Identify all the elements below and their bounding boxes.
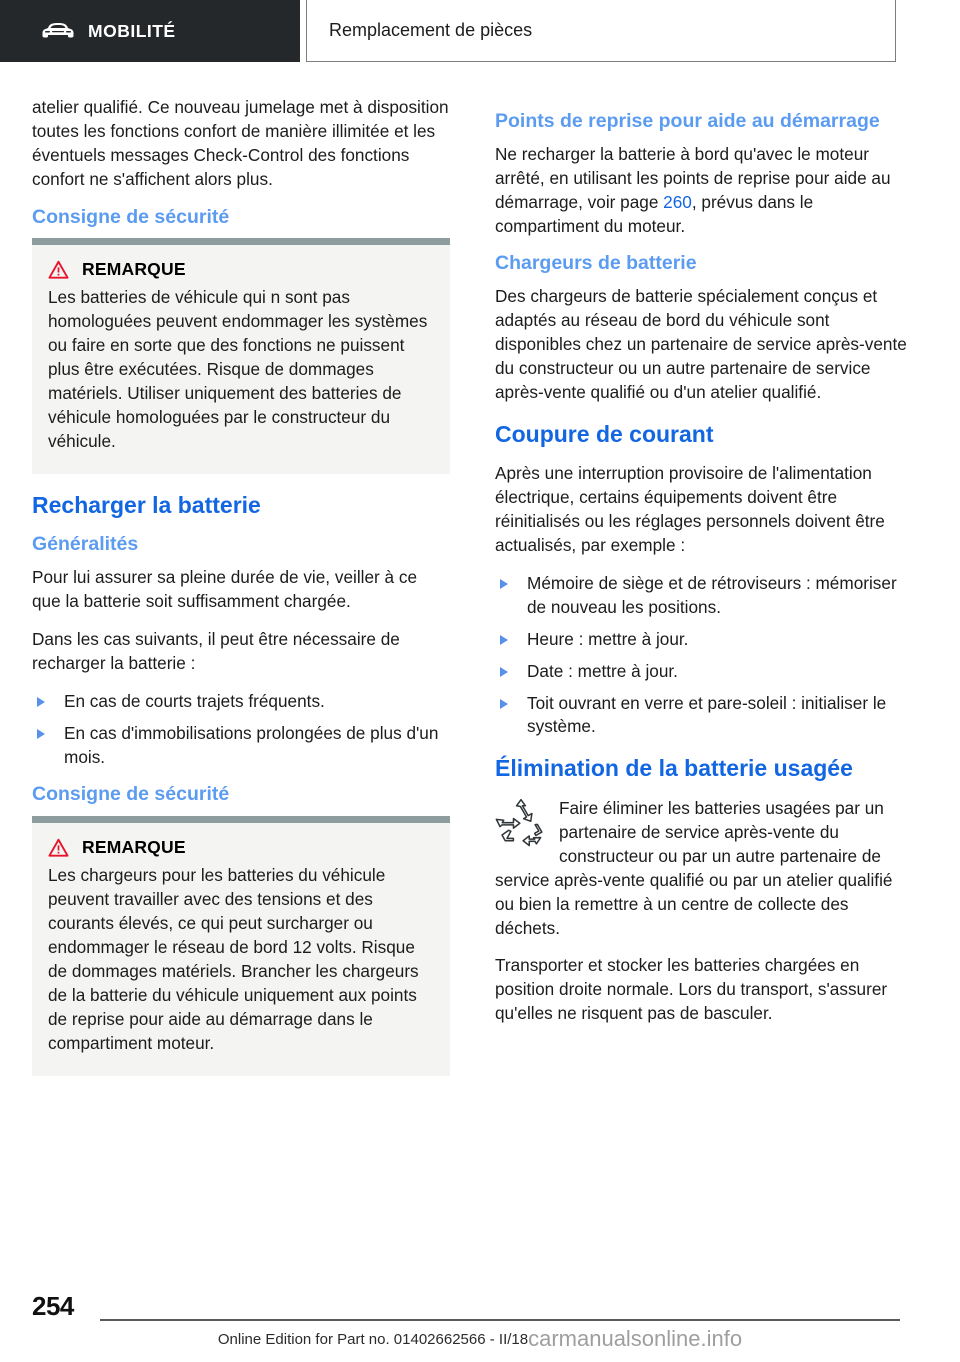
footer-divider [100, 1319, 900, 1321]
warning-triangle-icon [48, 838, 69, 857]
note-header [48, 837, 434, 858]
page-footer [0, 1270, 960, 1362]
heading-elimination-batterie-usagee: Élimination de la batterie usagée [495, 755, 853, 782]
intro-paragraph: atelier qualifié. Ce nouveau jumelage met à disposition toutes les fonctions confort de manière illimitée et les éventuels messages Check-Control des fonctions confort ne s'affichent alors plus. [32, 97, 449, 189]
header-tab-label: MOBILITÉ [88, 20, 176, 41]
list-item [32, 722, 450, 770]
list-item-label: En cas de courts trajets fréquents. [64, 690, 325, 711]
list-item-label: Heure : mettre à jour. [527, 628, 689, 649]
edition-text: Online Edition for Part no. 01402662566 - II/18 [217, 1331, 529, 1348]
chargers-paragraph: Des chargeurs de batterie spécialement conçus et adaptés au réseau de bord du véhicule sont disponibles chez un partenaire de service après-vente du constructeur ou un autre partenaire de service après-vente qualifié ou d'un atelier qualifié. [495, 286, 907, 402]
watermark-text: carmanualsonline.info [528, 1326, 743, 1351]
note-label: REMARQUE [82, 259, 186, 280]
page-header [0, 0, 960, 68]
car-front-icon [42, 21, 74, 41]
header-section-tab[interactable] [0, 0, 300, 62]
disposal-paragraph-1: Faire éliminer les batteries usagées par un partenaire de service après-vente du constructeur ou par un autre partenaire de service après-vente qualifié ou par un atelier qualifié ou bien la remettre à un centre de collecte des déchets. [495, 797, 893, 938]
footer-edition-line [0, 1326, 960, 1352]
heading-chargeurs-de-batterie: Chargeurs de batterie [495, 252, 697, 275]
warning-triangle-icon [48, 260, 69, 279]
list-item-label: Date : mettre à jour. [527, 660, 678, 681]
list-item [495, 692, 913, 740]
triangle-bullet-icon [37, 729, 45, 739]
heading-recharger-la-batterie: Recharger la batterie [32, 491, 261, 518]
note-header [48, 259, 434, 280]
list-item-label: En cas d'immobilisations prolongées de plus d'un mois. [64, 722, 439, 767]
generalites-paragraph-2: Dans les cas suivants, il peut être nécessaire de recharger la batterie : [32, 628, 400, 673]
content-columns [0, 96, 960, 1094]
triangle-bullet-icon [500, 667, 508, 677]
recharge-bullet-list [32, 690, 450, 770]
jumpstart-paragraph [495, 143, 913, 239]
heading-coupure-de-courant: Coupure de courant [495, 420, 714, 447]
heading-consigne-de-securite-1: Consigne de sécurité [32, 205, 230, 228]
list-item [495, 628, 913, 652]
note-text: Les batteries de véhicule qui n sont pas homologuées peuvent endommager les systèmes ou faire en sorte que des fonctions ne puissent plus être exécutées. Risque de dommages matériels. Utiliser uniquement des batteries de véhicule homologuées par le constructeur du véhicule. [48, 287, 428, 451]
list-item-label: Toit ouvrant en verre et pare-soleil : initialiser le système. [527, 692, 887, 737]
left-column [32, 96, 450, 1094]
triangle-bullet-icon [500, 635, 508, 645]
note-box-batteries [32, 238, 450, 473]
note-label: REMARQUE [82, 837, 186, 858]
generalites-paragraph-1: Pour lui assurer sa pleine durée de vie, veiller à ce que la batterie soit suffisamment chargée. [32, 567, 418, 612]
list-item [495, 660, 913, 684]
outage-paragraph: Après une interruption provisoire de l'alimentation électrique, certains équipements doivent être réinitialisés ou les réglages personnels doivent être actualisés, par exemple : [495, 463, 885, 556]
jumpstart-text-before: Ne recharger la batterie à bord qu'avec le moteur arrêté, en utilisant les points de reprise pour aide au démarrage, voir page [495, 143, 891, 212]
heading-generalites: Généralités [32, 533, 139, 556]
triangle-bullet-icon [500, 579, 508, 589]
jumpstart-text-after: , prévus dans le compartiment du moteur. [495, 191, 814, 236]
note-box-chargeurs [32, 816, 450, 1075]
list-item [495, 572, 913, 620]
triangle-bullet-icon [500, 699, 508, 709]
disposal-paragraph-2: Transporter et stocker les batteries chargées en position droite normale. Lors du transport, s'assurer qu'elles ne risquent pas de basculer. [495, 955, 888, 1024]
list-item-label: Mémoire de siège et de rétroviseurs : mémoriser de nouveau les positions. [527, 572, 897, 617]
list-item [32, 690, 450, 714]
heading-consigne-de-securite-2: Consigne de sécurité [32, 783, 230, 806]
heading-points-de-reprise: Points de reprise pour aide au démarrage [495, 110, 880, 132]
right-column [495, 96, 913, 1094]
disposal-block [495, 797, 913, 1040]
triangle-bullet-icon [37, 697, 45, 707]
header-title-box [306, 0, 896, 62]
page-reference-link[interactable]: 260 [663, 191, 692, 212]
page-title: Remplacement de pièces [329, 20, 533, 40]
note-text: Les chargeurs pour les batteries du véhicule peuvent travailler avec des tensions et des courants élevés, ce qui peut surcharger ou endommager le réseau de bord 12 volts. Risque de dommages matériels. Brancher les chargeurs de la batterie du véhicule uniquement aux points de reprise pour aide au démarrage dans le compartiment moteur. [48, 865, 419, 1053]
page-number: 254 [32, 1291, 74, 1321]
outage-bullet-list [495, 572, 913, 739]
